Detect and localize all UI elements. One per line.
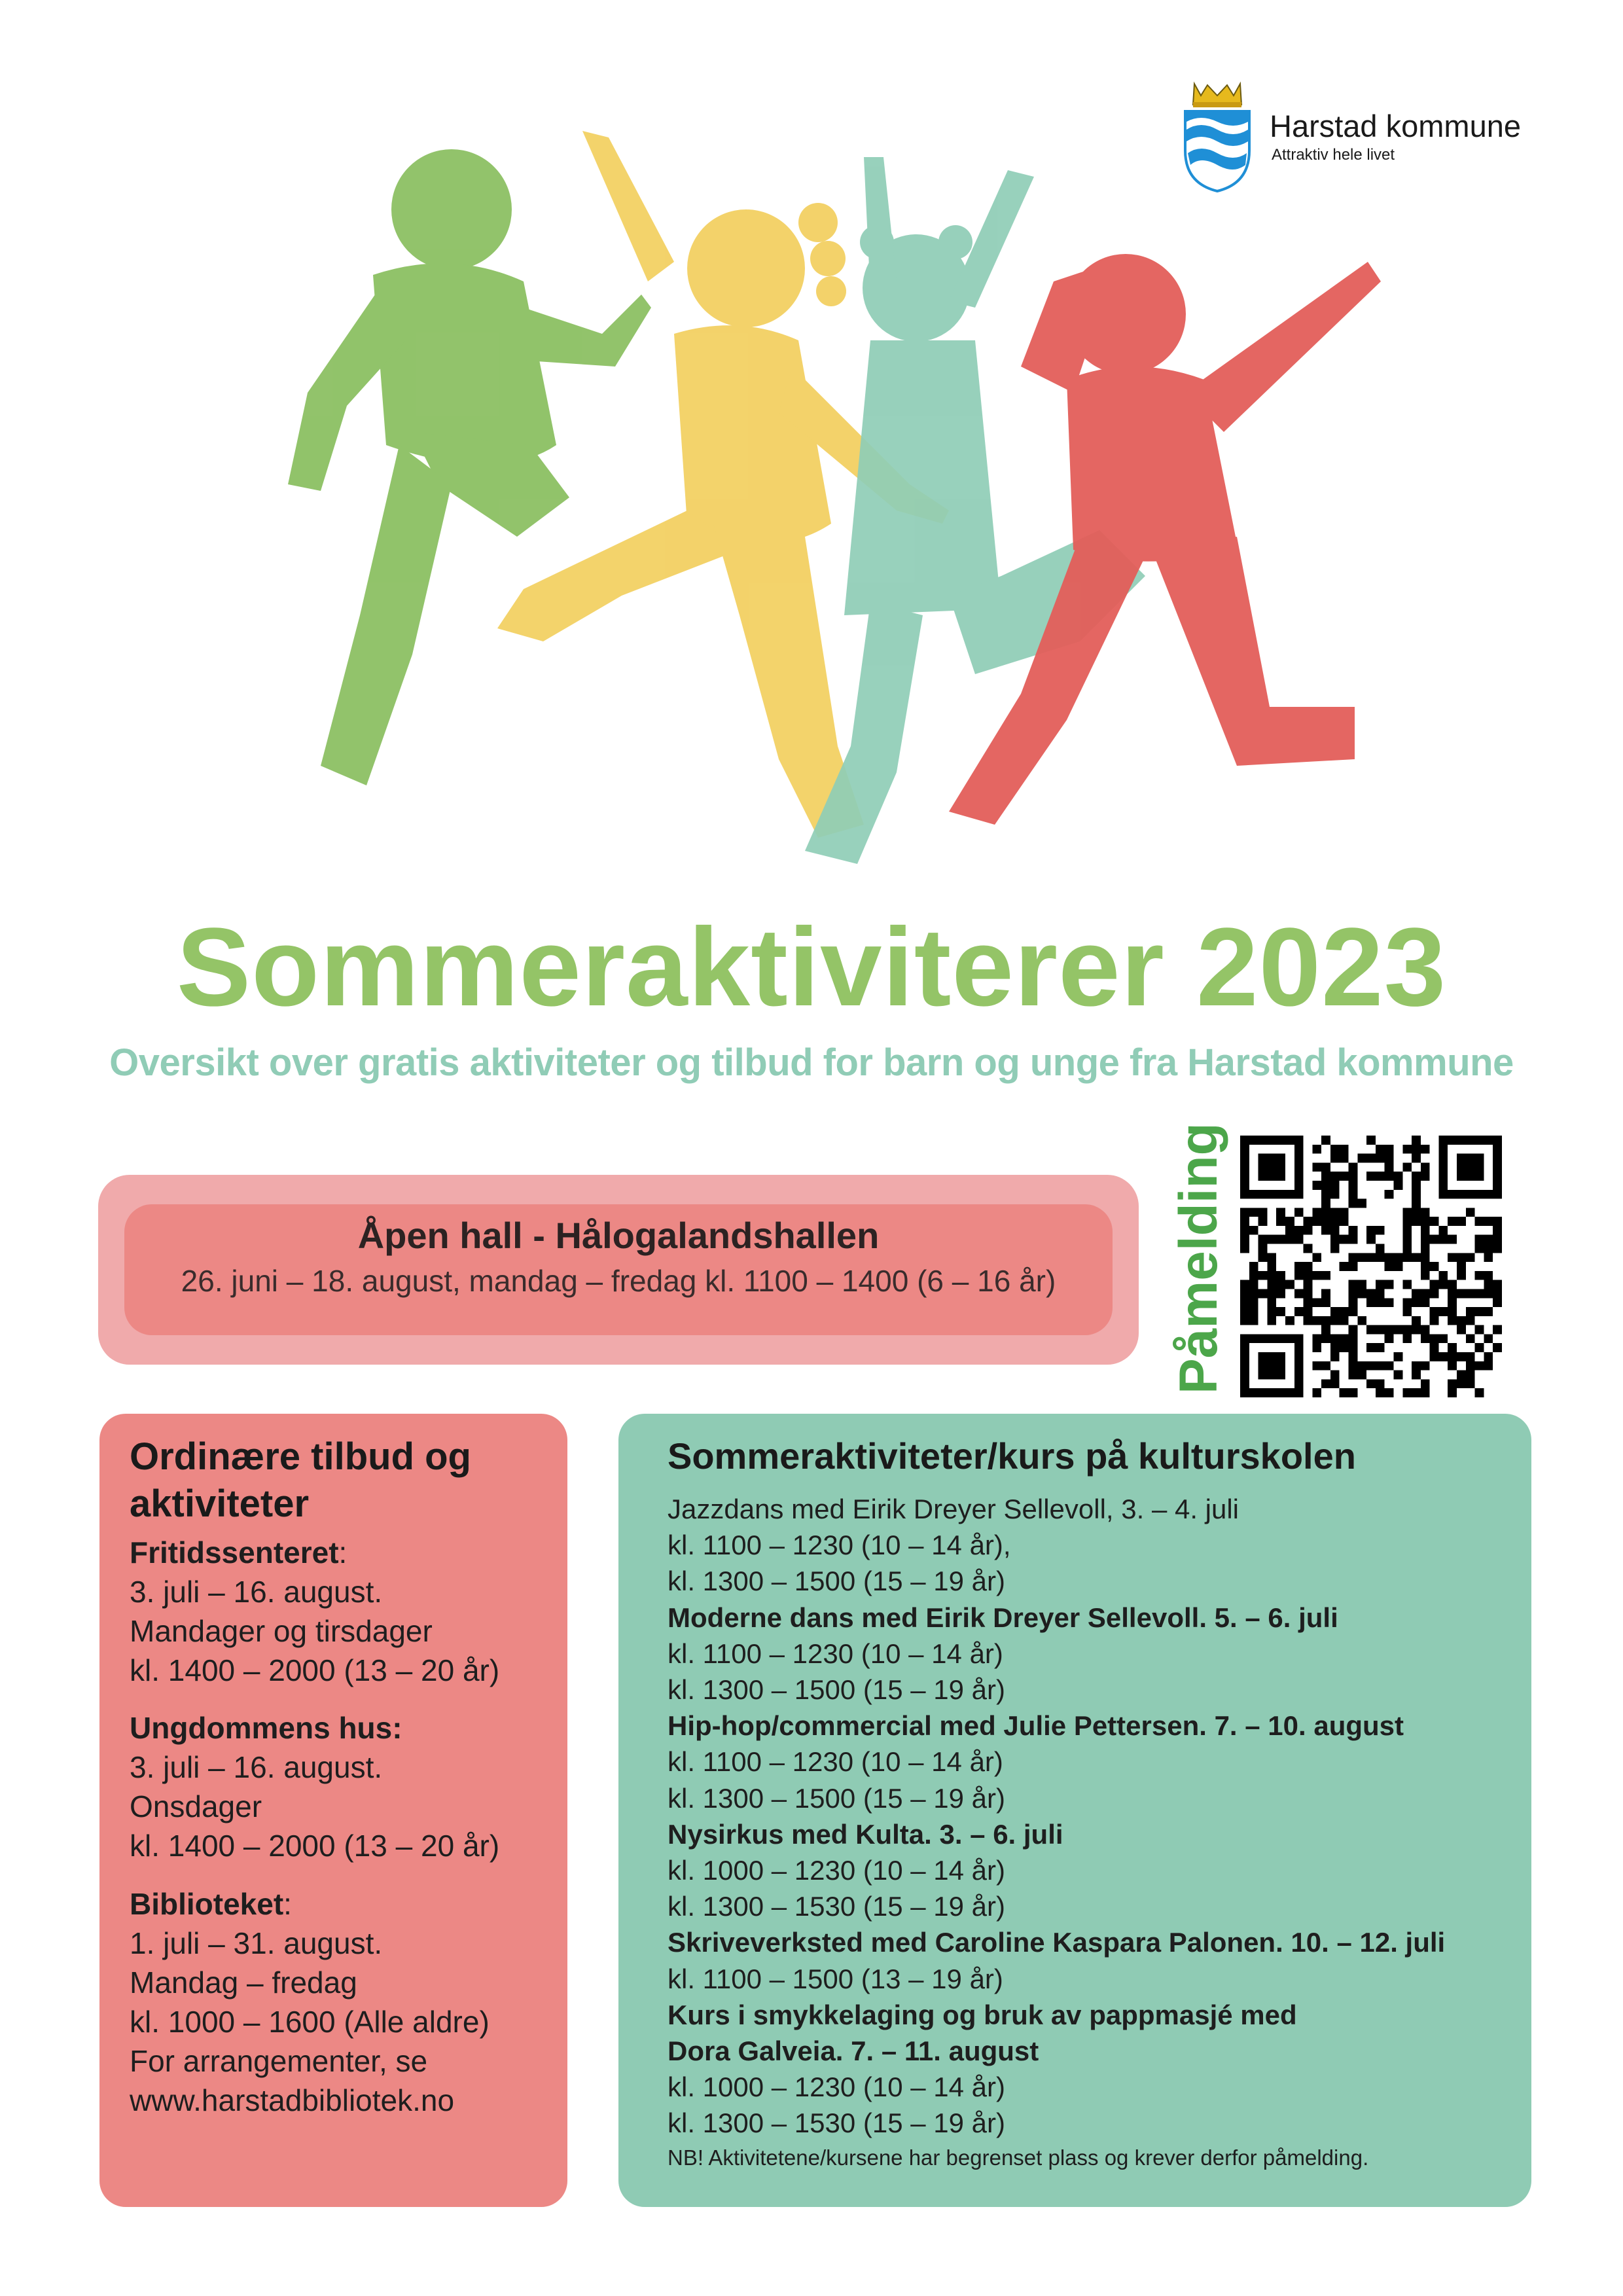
ordinary-offers-heading: [130, 1433, 548, 1528]
course-time: kl. 1300 – 1500 (15 – 19 år): [668, 1674, 1006, 1705]
course-title: Hip-hop/commercial med Julie Pettersen. 7. – 10. august: [668, 1710, 1404, 1742]
ordinary-heading-line: aktiviteter: [130, 1482, 310, 1525]
ungdommens-hus-line: Onsdager: [130, 1789, 262, 1823]
org-name: Harstad kommune: [1270, 109, 1521, 143]
biblioteket-line: For arrangementer, se: [130, 2044, 428, 2078]
org-tagline: Attraktiv hele livet: [1272, 146, 1395, 164]
open-hall-title: Åpen hall - Hålogalandshallen: [357, 1215, 880, 1256]
course-time: kl. 1100 – 1230 (10 – 14 år): [668, 1638, 1003, 1669]
green-dancer-figure: [288, 149, 651, 785]
biblioteket-line: kl. 1000 – 1600 (Alle aldre): [130, 2005, 490, 2039]
open-hall-detail: 26. juni – 18. august, mandag – fredag kl. 1100 – 1400 (6 – 16 år): [181, 1264, 1056, 1298]
biblioteket-line: Mandag – fredag: [130, 1965, 357, 2000]
course-title: Skriveverksted med Caroline Kaspara Palonen. 10. – 12. juli: [668, 1927, 1446, 1958]
ungdommens-hus-line: kl. 1400 – 2000 (13 – 20 år): [130, 1829, 500, 1863]
course-time: kl. 1300 – 1500 (15 – 19 år): [668, 1566, 1006, 1597]
page-title: Sommeraktiviterer 2023: [176, 905, 1447, 1030]
course-time: kl. 1100 – 1230 (10 – 14 år),: [668, 1530, 1011, 1561]
course-time: kl. 1300 – 1500 (15 – 19 år): [668, 1782, 1006, 1814]
course-title: Kurs i smykkelaging og bruk av pappmasjé med: [668, 1999, 1297, 2030]
course-time: kl. 1000 – 1230 (10 – 14 år): [668, 1855, 1006, 1886]
red-dancer-figure: [949, 254, 1381, 825]
fritidssenteret-line: kl. 1400 – 2000 (13 – 20 år): [130, 1653, 500, 1687]
course-time: kl. 1100 – 1500 (13 – 19 år): [668, 1963, 1003, 1994]
registration-label: Påmelding: [1169, 1122, 1228, 1394]
fritidssenteret-line: 3. juli – 16. august.: [130, 1575, 383, 1609]
course-time: kl. 1100 – 1230 (10 – 14 år): [668, 1746, 1003, 1778]
ungdommens-hus-line: 3. juli – 16. august.: [130, 1750, 383, 1784]
course-title: Moderne dans med Eirik Dreyer Sellevoll. 5. – 6. juli: [668, 1602, 1338, 1633]
biblioteket-heading: Biblioteket:: [130, 1887, 292, 1921]
page-subtitle: Oversikt over gratis aktiviteter og tilbud for barn og unge fra Harstad kommune: [109, 1041, 1514, 1084]
culture-school-heading: Sommeraktiviteter/kurs på kulturskolen: [668, 1435, 1356, 1477]
course-time: kl. 1300 – 1530 (15 – 19 år): [668, 1891, 1006, 1922]
course-time: kl. 1300 – 1530 (15 – 19 år): [668, 2108, 1006, 2139]
biblioteket-line: 1. juli – 31. august.: [130, 1926, 383, 1960]
registration-note: NB! Aktivitetene/kursene har begrenset plass og krever derfor påmelding.: [668, 2145, 1369, 2170]
course-time: Jazzdans med Eirik Dreyer Sellevoll, 3. – 4. juli: [668, 1494, 1240, 1524]
dancers-illustration: [216, 118, 1407, 903]
ungdommens-hus-heading: Ungdommens hus:: [130, 1711, 402, 1745]
qr-code-icon[interactable]: [1240, 1136, 1502, 1397]
course-time: kl. 1000 – 1230 (10 – 14 år): [668, 2072, 1006, 2103]
fritidssenteret-line: Mandager og tirsdager: [130, 1614, 433, 1648]
ordinary-heading-line: Ordinære tilbud og: [130, 1435, 471, 1478]
fritidssenteret-heading: Fritidssenteret:: [130, 1535, 348, 1570]
course-title: Nysirkus med Kulta. 3. – 6. juli: [668, 1818, 1063, 1850]
course-title: Dora Galveia. 7. – 11. august: [668, 2036, 1039, 2066]
library-website-link[interactable]: www.harstadbibliotek.no: [130, 2083, 455, 2117]
